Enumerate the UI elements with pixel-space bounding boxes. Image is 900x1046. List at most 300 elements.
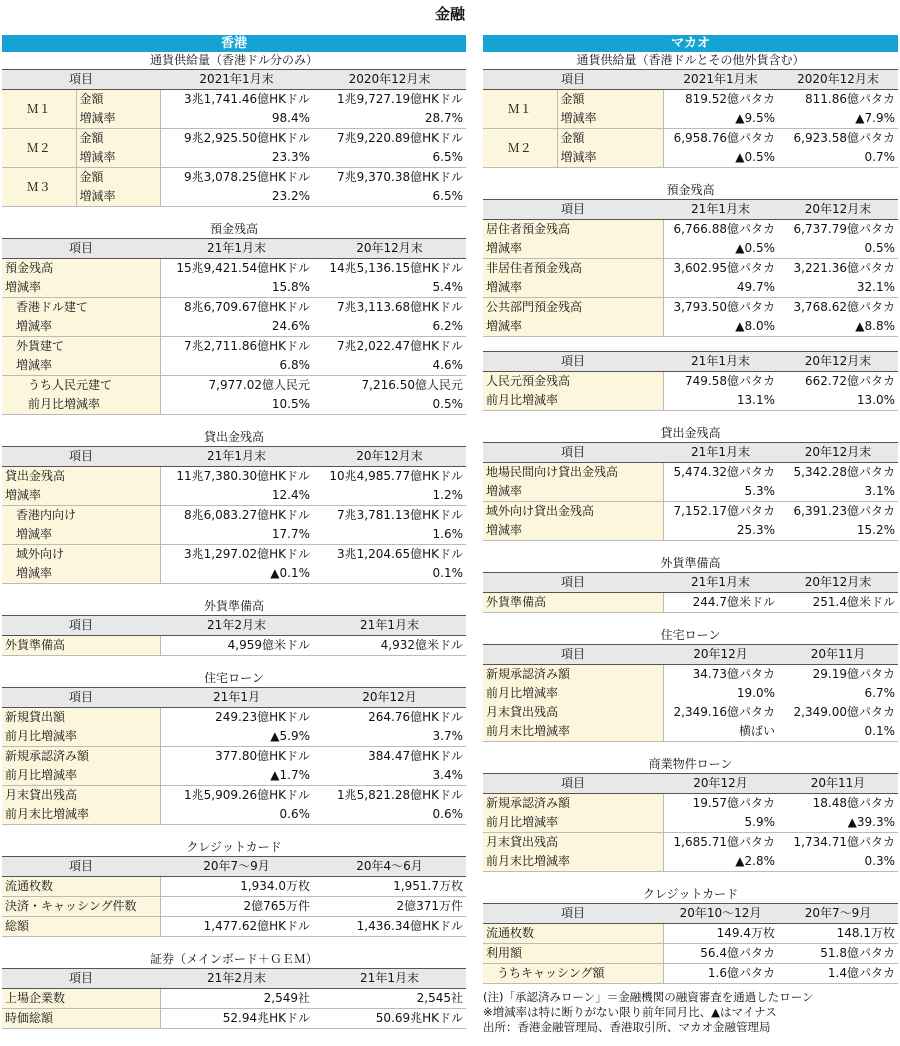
group-label: Ｍ１ [2, 90, 76, 129]
row-label: 金額 [557, 90, 663, 110]
cell-value: ▲0.5% [663, 239, 778, 259]
cell-value: 244.7億米ドル [663, 593, 778, 613]
macau-deposits-table [483, 199, 898, 337]
row-label: 増減率 [483, 278, 663, 298]
cell-value: 51.8億パタカ [778, 944, 898, 964]
row-label: 金額 [76, 90, 160, 110]
cell-value: 23.3% [160, 148, 313, 168]
header-cell: 21年1月末 [663, 200, 778, 220]
row-label: 増減率 [2, 278, 160, 298]
page-title: 金融 [434, 5, 465, 23]
table-row [2, 376, 466, 396]
row-label: 増減率 [557, 109, 663, 129]
row-label: 時価総額 [2, 1009, 160, 1029]
section-title: 証券（メインボード＋ＧＥＭ） [150, 952, 318, 966]
cell-value: 15兆9,421.54億HKドル [176, 261, 310, 276]
cell-value: 24.6% [160, 317, 313, 337]
row-label: 外貨建て [2, 337, 160, 357]
cell-value: ▲1.7% [160, 766, 313, 786]
cell-value: 264.76億HKドル [368, 710, 463, 725]
row-label: 香港ドル建て [2, 298, 160, 318]
table-row [2, 897, 466, 917]
header-cell: 21年1月末 [663, 573, 778, 593]
cell-value: 横ばい [663, 722, 778, 742]
table-row [483, 813, 898, 833]
row-label: 増減率 [76, 187, 160, 207]
cell-value: 384.47億HKドル [368, 749, 463, 764]
row-label: 前月比増減率 [483, 684, 663, 703]
row-label: 貸出金残高 [2, 467, 160, 487]
cell-value: 3兆1,204.65億HKドル [337, 547, 463, 562]
cell-value: 0.5% [778, 239, 898, 259]
cell-value: 3,602.95億パタカ [673, 261, 775, 276]
row-label: 前月比増減率 [483, 813, 663, 833]
row-label: 増減率 [2, 317, 160, 337]
source-note: 出所：香港金融管理局、香港取引所、マカオ金融管理局 [483, 1020, 771, 1034]
row-label: 前月比増減率 [2, 727, 160, 747]
header-cell: 21年1月末 [663, 443, 778, 463]
cell-value: 1,436.34億HKドル [313, 917, 466, 937]
cell-value: 15.2% [778, 521, 898, 541]
header-cell: 20年12月 [313, 688, 466, 708]
table-row [2, 545, 466, 565]
cell-value: 1,685.71億パタカ [673, 835, 775, 850]
table-row [483, 924, 898, 944]
row-label: 地場民間向け貸出金残高 [483, 463, 663, 483]
row-label: 公共部門預金残高 [483, 298, 663, 318]
row-label: 増減率 [483, 482, 663, 502]
row-label: 新規承認済み額 [483, 794, 663, 814]
header-cell: 21年1月末 [313, 616, 466, 636]
header-cell: 20年4〜6月 [313, 857, 466, 877]
macau-rmb-deposits-table [483, 351, 898, 411]
table-row [483, 703, 898, 722]
table-row [483, 964, 898, 984]
footnotes [483, 990, 898, 1035]
header-cell: 項目 [483, 70, 663, 90]
macau-column [483, 35, 898, 1035]
cell-value: 6,923.58億パタカ [793, 131, 895, 146]
cell-value: 23.2% [160, 187, 313, 207]
cell-value: 11兆7,380.30億HKドル [176, 469, 310, 484]
cell-value: 9兆2,925.50億HKドル [184, 131, 311, 146]
row-label: 人民元預金残高 [483, 372, 663, 392]
header-cell: 項目 [2, 70, 160, 90]
row-label: 増減率 [76, 109, 160, 129]
table-row [2, 805, 466, 825]
header-cell: 項目 [483, 200, 663, 220]
cell-value: 19.0% [736, 686, 775, 701]
cell-value: 7,216.50億人民元 [361, 378, 463, 393]
cell-value: 2,549社 [160, 989, 313, 1009]
macau-commercial-loan-table [483, 773, 898, 872]
cell-value: 1兆5,909.26億HKドル [184, 788, 310, 803]
table-row [2, 747, 466, 767]
row-label: 増減率 [483, 521, 663, 541]
table-row [483, 593, 898, 613]
header-cell: 項目 [2, 688, 160, 708]
cell-value: 1.6億パタカ [663, 964, 778, 984]
group-label: Ｍ２ [2, 129, 76, 168]
cell-value: 0.7% [778, 148, 898, 168]
table-row [2, 486, 466, 506]
table-row [2, 917, 466, 937]
header-cell: 20年12月 [663, 645, 778, 665]
cell-value: 5,474.32億パタカ [673, 465, 775, 480]
row-label: 域外向け [2, 545, 160, 565]
cell-value: 148.1万枚 [778, 924, 898, 944]
group-label: Ｍ１ [483, 90, 557, 129]
table-row [483, 794, 898, 814]
cell-value: 6.5% [313, 148, 466, 168]
cell-value: ▲8.8% [778, 317, 898, 337]
cell-value: 12.4% [160, 486, 313, 506]
header-cell: 項目 [483, 443, 663, 463]
table-row [483, 391, 898, 411]
row-label: 上場企業数 [2, 989, 160, 1009]
row-label: 非居住者預金残高 [483, 259, 663, 279]
table-row [483, 372, 898, 392]
table-row [483, 317, 898, 337]
row-label: 総額 [2, 917, 160, 937]
row-label: 前月比増減率 [483, 391, 663, 411]
cell-value: 3,793.50億パタカ [673, 300, 775, 315]
row-label: 金額 [76, 129, 160, 149]
cell-value: 29.19億パタカ [812, 667, 895, 682]
header-cell: 項目 [483, 573, 663, 593]
row-label: 増減率 [2, 486, 160, 506]
cell-value: 8兆6,083.27億HKドル [184, 508, 310, 523]
cell-value: 10兆4,985.77億HKドル [329, 469, 463, 484]
header-cell: 21年1月末 [663, 352, 778, 372]
cell-value: 5.3% [663, 482, 778, 502]
cell-value: ▲5.9% [160, 727, 313, 747]
section-title: 預金残高 [209, 222, 258, 236]
cell-value: 25.3% [663, 521, 778, 541]
header-cell: 20年11月 [778, 774, 898, 794]
cell-value: 249.23億HKドル [215, 710, 310, 725]
table-row [2, 708, 466, 728]
macau-loans-table [483, 442, 898, 541]
header-cell: 20年12月 [663, 774, 778, 794]
row-label: 利用額 [483, 944, 663, 964]
cell-value: 1,934.0万枚 [160, 877, 313, 897]
table-row [2, 317, 466, 337]
cell-value: 251.4億米ドル [778, 593, 898, 613]
hk-reserves-table [2, 615, 466, 656]
hong-kong-column [2, 35, 466, 1029]
table-row [483, 298, 898, 318]
cell-value: 7,977.02億人民元 [208, 378, 310, 393]
row-label: 前月比増減率 [2, 766, 160, 786]
table-row [2, 1009, 466, 1029]
row-label: 増減率 [2, 356, 160, 376]
section-title: 貸出金残高 [203, 430, 264, 444]
cell-value: 2,349.00億パタカ [793, 705, 895, 720]
header-cell: 項目 [2, 239, 160, 259]
group-label: Ｍ２ [483, 129, 557, 168]
hk-securities-table [2, 968, 466, 1029]
cell-value: 0.5% [313, 395, 466, 415]
header-cell: 20年12月末 [313, 239, 466, 259]
macau-banner: マカオ [483, 35, 898, 52]
cell-value: 7兆9,220.89億HKドル [337, 131, 463, 146]
cell-value: 1.6% [313, 525, 466, 545]
table-row [2, 564, 466, 584]
cell-value: 3兆1,297.02億HKドル [184, 547, 310, 562]
table-row [483, 665, 898, 685]
cell-value: ▲39.3% [778, 813, 898, 833]
section-title: 預金残高 [666, 183, 715, 197]
header-cell: 2021年1月末 [663, 70, 778, 90]
cell-value: ▲7.9% [778, 109, 898, 129]
section-title: 住宅ローン [204, 671, 264, 685]
cell-value: 2億765万件 [160, 897, 313, 917]
cell-value: 18.48億パタカ [812, 796, 895, 811]
row-label: 金額 [557, 129, 663, 149]
cell-value: 7兆3,113.68億HKドル [337, 300, 463, 315]
header-cell: 20年7〜9月 [778, 904, 898, 924]
row-label: 新規承認済み額 [2, 747, 160, 767]
row-label: 月末貸出残高 [483, 833, 663, 853]
table-row [2, 337, 466, 357]
table-row [483, 722, 898, 742]
cell-value: 10.5% [160, 395, 313, 415]
table-row [2, 467, 466, 487]
cell-value: 1兆5,821.28億HKドル [337, 788, 463, 803]
cell-value: 3,221.36億パタカ [793, 261, 895, 276]
cell-value: 3.4% [313, 766, 466, 786]
header-cell: 項目 [483, 904, 663, 924]
cell-value: 17.7% [160, 525, 313, 545]
table-row [483, 944, 898, 964]
cell-value: 6,766.88億パタカ [673, 222, 775, 237]
row-label: 外貨準備高 [483, 593, 663, 613]
cell-value: 5.9% [663, 813, 778, 833]
group-label: Ｍ３ [2, 168, 76, 207]
cell-value: 662.72億パタカ [805, 374, 895, 389]
table-row [2, 259, 466, 279]
cell-value: 819.52億パタカ [685, 92, 776, 107]
table-row [483, 482, 898, 502]
table-row [2, 636, 466, 656]
cell-value: 3,768.62億パタカ [793, 300, 895, 315]
cell-value: 98.4% [160, 109, 313, 129]
hong-kong-banner: 香港 [2, 35, 466, 52]
row-label: 前月末比増減率 [483, 722, 663, 742]
cell-value: 34.73億パタカ [692, 667, 775, 682]
table-row [483, 684, 898, 703]
cell-value: 0.3% [778, 852, 898, 872]
table-row [483, 502, 898, 522]
table-row [2, 356, 466, 376]
section-title: 通貨供給量（香港ドル分のみ） [149, 53, 318, 67]
section-title: クレジットカード [186, 840, 282, 854]
table-row [483, 833, 898, 853]
table-row [483, 278, 898, 298]
macau-mortgage-table [483, 644, 898, 742]
macau-credit-card-table [483, 903, 898, 984]
header-cell: 21年1月 [160, 688, 313, 708]
table-row [483, 239, 898, 259]
table-row [2, 506, 466, 526]
header-cell: 20年12月末 [778, 573, 898, 593]
row-label: うちキャッシング額 [483, 964, 663, 984]
row-label: 居住者預金残高 [483, 220, 663, 240]
cell-value: 13.0% [778, 391, 898, 411]
table-row [2, 298, 466, 318]
cell-value: 6.8% [160, 356, 313, 376]
section-title: 外貨準備高 [203, 599, 264, 613]
section-title: 住宅ローン [660, 628, 721, 642]
cell-value: 28.7% [313, 109, 466, 129]
cell-value: 1,734.71億パタカ [793, 835, 895, 850]
table-row [483, 521, 898, 541]
header-cell: 20年7〜9月 [160, 857, 313, 877]
cell-value: 13.1% [663, 391, 778, 411]
cell-value: 6,737.79億パタカ [793, 222, 895, 237]
cell-value: 8兆6,709.67億HKドル [184, 300, 310, 315]
row-label: 増減率 [483, 317, 663, 337]
cell-value: 56.4億パタカ [663, 944, 778, 964]
header-cell: 2020年12月末 [778, 70, 898, 90]
row-label: 預金残高 [2, 259, 160, 279]
header-cell: 項目 [2, 447, 160, 467]
cell-value: ▲9.5% [663, 109, 778, 129]
row-label: 流通枚数 [483, 924, 663, 944]
table-row [483, 463, 898, 483]
header-cell: 21年1月末 [160, 447, 313, 467]
hk-credit-card-table [2, 856, 466, 937]
row-label: 新規承認済み額 [483, 665, 663, 685]
hk-money-supply-table [2, 69, 466, 207]
table-row [2, 395, 466, 415]
table-row [2, 525, 466, 545]
cell-value: 2,545社 [313, 989, 466, 1009]
cell-value: 1.4億パタカ [778, 964, 898, 984]
cell-value: 7兆2,711.86億HKドル [184, 339, 310, 354]
table-row [2, 168, 466, 188]
cell-value: 0.1% [313, 564, 466, 584]
cell-value: 19.57億パタカ [692, 796, 775, 811]
row-label: 月末貸出残高 [483, 703, 663, 722]
table-row [483, 852, 898, 872]
macau-money-supply-table [483, 69, 898, 168]
cell-value: 811.86億パタカ [805, 92, 895, 107]
header-cell: 項目 [2, 969, 160, 989]
row-label: 決済・キャッシング件数 [2, 897, 160, 917]
row-label: 増減率 [2, 564, 160, 584]
cell-value: 377.80億HKドル [215, 749, 310, 764]
cell-value: 15.8% [160, 278, 313, 298]
cell-value: 4,959億米ドル [160, 636, 313, 656]
cell-value: 0.1% [778, 722, 898, 742]
row-label: 増減率 [76, 148, 160, 168]
header-cell: 20年12月末 [778, 443, 898, 463]
table-row [483, 90, 898, 110]
cell-value: 2,349.16億パタカ [673, 705, 775, 720]
cell-value: 50.69兆HKドル [313, 1009, 466, 1029]
cell-value: ▲8.0% [663, 317, 778, 337]
cell-value: 7兆9,370.38億HKドル [337, 170, 463, 185]
row-label: 金額 [76, 168, 160, 188]
hk-deposits-table [2, 238, 466, 415]
hk-mortgage-table [2, 687, 466, 825]
row-label: 増減率 [557, 148, 663, 168]
header-cell: 項目 [2, 857, 160, 877]
table-row [2, 989, 466, 1009]
cell-value: 6,958.76億パタカ [673, 131, 776, 146]
footnote: (注)「承認済みローン」＝金融機関の融資審査を通過したローン [483, 990, 814, 1004]
row-label: 前月比増減率 [2, 395, 160, 415]
section-title: 外貨準備高 [660, 556, 721, 570]
table-row [2, 877, 466, 897]
header-cell: 20年12月末 [778, 200, 898, 220]
header-cell: 項目 [483, 645, 663, 665]
header-cell: 20年12月末 [778, 352, 898, 372]
row-label: 月末貸出残高 [2, 786, 160, 806]
header-cell: 20年11月 [778, 645, 898, 665]
header-cell: 項目 [483, 774, 663, 794]
cell-value: 3.1% [778, 482, 898, 502]
cell-value: ▲0.5% [663, 148, 778, 168]
cell-value: 1,477.62億HKドル [160, 917, 313, 937]
header-cell: 21年1月末 [160, 239, 313, 259]
cell-value: 52.94兆HKドル [160, 1009, 313, 1029]
cell-value: 1,951.7万枚 [313, 877, 466, 897]
cell-value: 9兆3,078.25億HKドル [184, 170, 311, 185]
cell-value: 0.6% [160, 805, 313, 825]
cell-value: 2億371万件 [313, 897, 466, 917]
row-label: うち人民元建て [2, 376, 160, 396]
cell-value: 49.7% [663, 278, 778, 298]
cell-value: 6.5% [313, 187, 466, 207]
row-label: 流通枚数 [2, 877, 160, 897]
row-label: 香港内向け [2, 506, 160, 526]
cell-value: 6.7% [864, 686, 895, 701]
header-cell: 21年2月末 [160, 616, 313, 636]
cell-value: 6,391.23億パタカ [793, 504, 895, 519]
table-row [2, 129, 466, 149]
header-cell: 20年10〜12月 [663, 904, 778, 924]
cell-value: ▲2.8% [663, 852, 778, 872]
row-label: 新規貸出額 [2, 708, 160, 728]
cell-value: 1.2% [313, 486, 466, 506]
row-label: 域外向け貸出金残高 [483, 502, 663, 522]
cell-value: 3.7% [313, 727, 466, 747]
section-title: 貸出金残高 [660, 426, 721, 440]
header-cell: 21年2月末 [160, 969, 313, 989]
row-label: 増減率 [2, 525, 160, 545]
table-row [2, 766, 466, 786]
header-cell: 項目 [2, 616, 160, 636]
cell-value: 6.2% [313, 317, 466, 337]
table-row [2, 90, 466, 110]
header-cell: 項目 [483, 352, 663, 372]
header-cell: 2020年12月末 [313, 70, 466, 90]
table-row [2, 278, 466, 298]
header-cell: 20年12月末 [313, 447, 466, 467]
macau-reserves-table [483, 572, 898, 613]
cell-value: 4.6% [313, 356, 466, 376]
cell-value: 5.4% [313, 278, 466, 298]
cell-value: 1兆9,727.19億HKドル [337, 92, 463, 107]
row-label: 前月末比増減率 [483, 852, 663, 872]
cell-value: 149.4万枚 [663, 924, 778, 944]
table-row [483, 220, 898, 240]
row-label: 外貨準備高 [2, 636, 160, 656]
section-title: 通貨供給量（香港ドルとその他外貨含む） [576, 53, 805, 67]
